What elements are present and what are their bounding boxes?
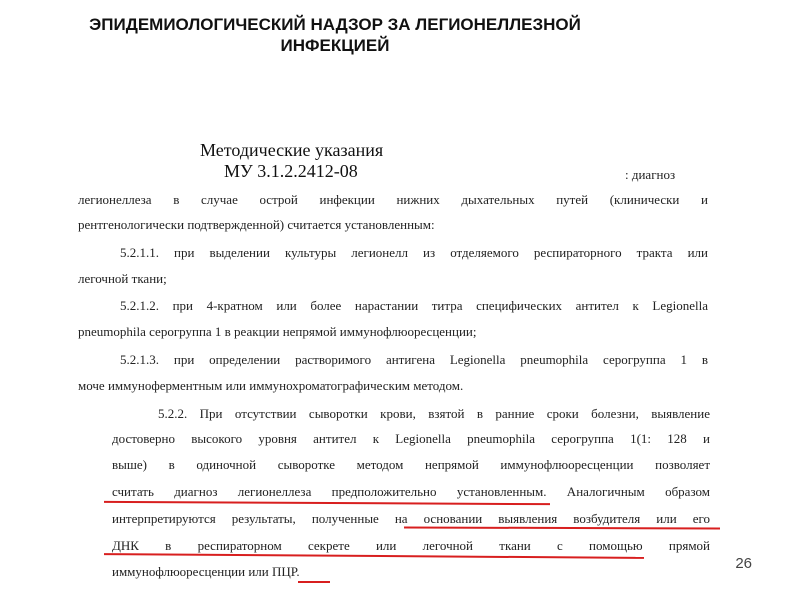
slide-title-line1: ЭПИДЕМИОЛОГИЧЕСКИЙ НАДЗОР ЗА ЛЕГИОНЕЛЛЕЗНОЙ [89,15,581,34]
item3-line1: 5.2.1.3. при определении растворимого антигена Legionella pneumophila серогруппа 1 в [120,352,708,367]
slide-title-line2: ИНФЕКЦИЕЙ [280,36,390,55]
item4-line1: 5.2.2. При отсутствии сыворотки крови, взятой в ранние сроки болезни, выявление [158,406,710,421]
para1-line1-tail: : диагноз [625,167,676,182]
para1-line3: рентгенологически подтвержденной) считается установленным: [78,217,435,232]
slide-title [30,14,640,56]
emphasis-underline-4 [298,581,330,583]
item1-line2: легочной ткани; [78,271,167,286]
item4-line5: интерпретируются результаты, полученные на основании выявления возбудителя или его [112,511,710,526]
item4-line7: иммунофлюоресценции или ПЦР. [112,564,300,579]
document-header-line2: МУ 3.1.2.2412-08 [224,161,358,181]
item1-line1: 5.2.1.1. при выделении культуры легионелл из отделяемого респираторного тракта или [120,245,708,260]
emphasis-underline-2 [404,526,720,529]
page-number: 26 [735,555,752,572]
item4-line4: считать диагноз легионеллеза предположительно установленным. Аналогичным образом [112,484,710,499]
item4-line3: выше) в одиночной сыворотке методом непрямой иммунофлюоресценции позволяет [112,457,710,472]
item3-line2: моче иммуноферментным или иммунохроматографическим методом. [78,378,464,393]
item2-line2: pneumophila серогруппа 1 в реакции непрямой иммунофлюоресценции; [78,324,477,339]
emphasis-underline-1 [104,501,550,505]
document-header-line1: Методические указания [200,140,384,160]
para1-line2: легионеллеза в случае острой инфекции нижних дыхательных путей (клинически и [78,192,708,207]
item4-line6: ДНК в респираторном секрете или легочной ткани с помощью прямой [112,538,710,553]
item4-line2: достоверно высокого уровня антител к Legionella pneumophila серогруппа 1(1: 128 и [112,431,710,446]
document-header [200,140,383,182]
item2-line1: 5.2.1.2. при 4-кратном или более нарастании титра специфических антител к Legionella [120,298,708,313]
